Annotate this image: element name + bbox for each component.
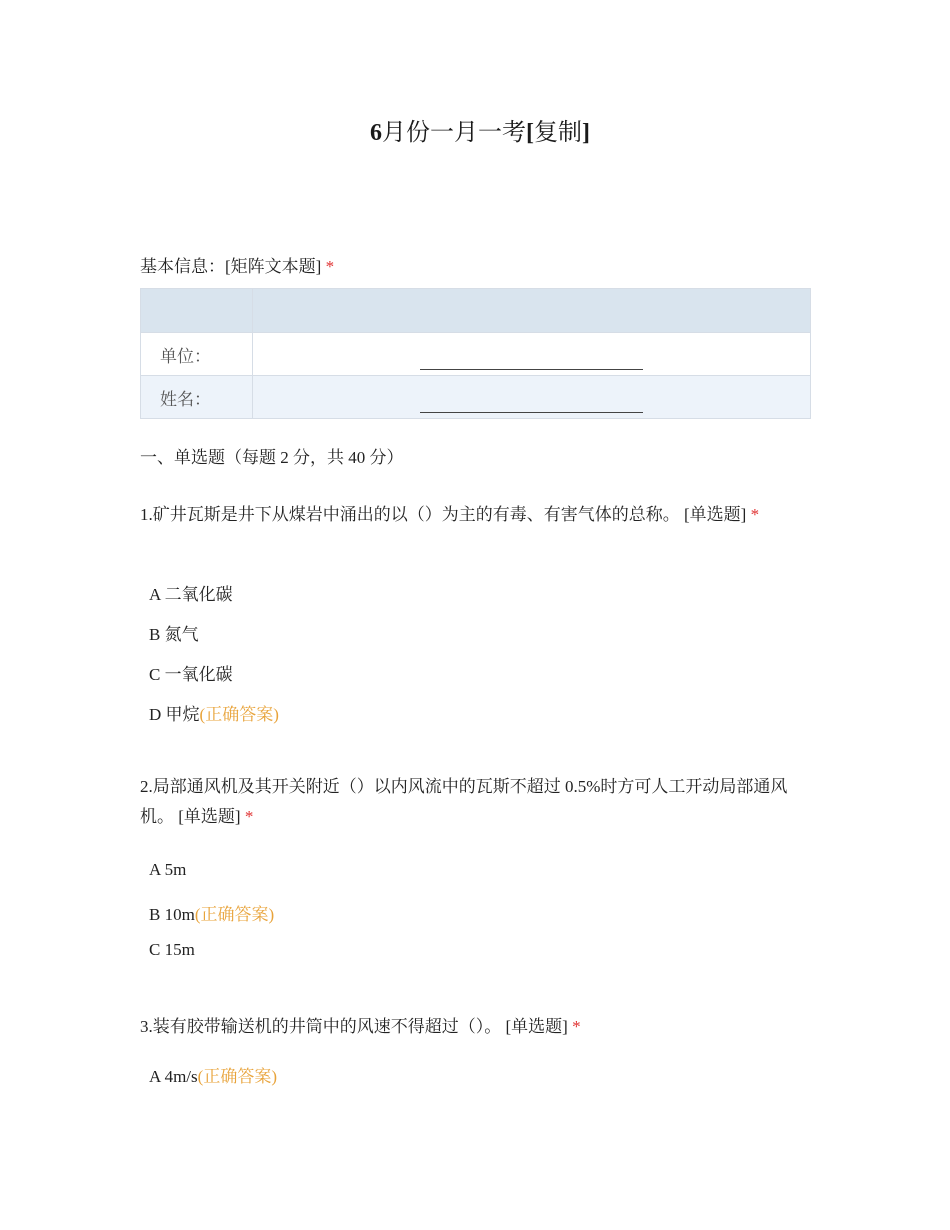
page-title	[0, 112, 950, 147]
title-bracket-close: ]	[582, 120, 590, 146]
option-text: A 4m/s	[149, 1067, 198, 1086]
table-header-row	[141, 289, 811, 333]
unit-field[interactable]	[253, 333, 811, 376]
section-heading: 一、单选题（每题 2 分，共 40 分）	[140, 448, 404, 467]
unit-label: 单位：	[141, 333, 253, 376]
option-1d[interactable]	[149, 700, 279, 725]
question-2	[140, 772, 810, 832]
required-mark: *	[244, 807, 254, 826]
basic-info-text: 基本信息：[矩阵文本题]	[140, 257, 322, 276]
option-text: C 一氧化碳	[149, 665, 233, 684]
option-3a[interactable]	[149, 1062, 277, 1087]
option-1a[interactable]	[149, 580, 233, 605]
option-text: D 甲烷	[149, 705, 200, 724]
required-mark: *	[750, 505, 760, 524]
question-type-tag: [单选题]	[178, 807, 241, 826]
table-row	[141, 376, 811, 419]
option-text: B 氮气	[149, 625, 199, 644]
option-text: B 10m	[149, 905, 195, 924]
correct-answer-label: (正确答案)	[197, 1067, 277, 1086]
option-1b[interactable]	[149, 620, 199, 645]
question-text: 3.装有胶带输送机的井筒中的风速不得超过（）。	[140, 1017, 502, 1036]
required-mark: *	[325, 257, 335, 276]
question-1	[140, 500, 810, 530]
correct-answer-label: (正确答案)	[199, 705, 279, 724]
name-label: 姓名：	[141, 376, 253, 419]
table-row	[141, 333, 811, 376]
name-blank-line[interactable]	[420, 382, 643, 413]
question-type-tag: [单选题]	[684, 505, 747, 524]
option-2b[interactable]	[149, 900, 274, 925]
option-text: A 5m	[149, 860, 187, 879]
question-text: 1.矿井瓦斯是井下从煤岩中涌出的以（）为主的有毒、有害气体的总称。	[140, 505, 680, 524]
table-header-cell	[141, 289, 253, 333]
question-type-tag: [单选题]	[505, 1017, 568, 1036]
required-mark: *	[572, 1017, 581, 1036]
option-2c[interactable]	[149, 940, 195, 960]
name-field[interactable]	[253, 376, 811, 419]
title-copy-text: 复制	[534, 120, 582, 146]
option-2a[interactable]	[149, 860, 186, 880]
question-3	[140, 1012, 810, 1042]
basic-info-label	[140, 252, 334, 277]
option-text: A 二氧化碳	[149, 585, 233, 604]
option-text: C 15m	[149, 940, 195, 959]
question-text: 2.局部通风机及其开关附近（）以内风流中的瓦斯不超过 0.5%时方可人工开动局部通风机。	[140, 777, 788, 826]
basic-info-table	[140, 288, 811, 419]
title-bracket-open: [	[526, 120, 534, 146]
title-number: 6	[370, 120, 382, 146]
title-text: 月份一月一考	[382, 120, 526, 146]
table-header-cell	[253, 289, 811, 333]
unit-blank-line[interactable]	[420, 339, 643, 370]
correct-answer-label: (正确答案)	[194, 905, 275, 924]
option-1c[interactable]	[149, 660, 233, 685]
